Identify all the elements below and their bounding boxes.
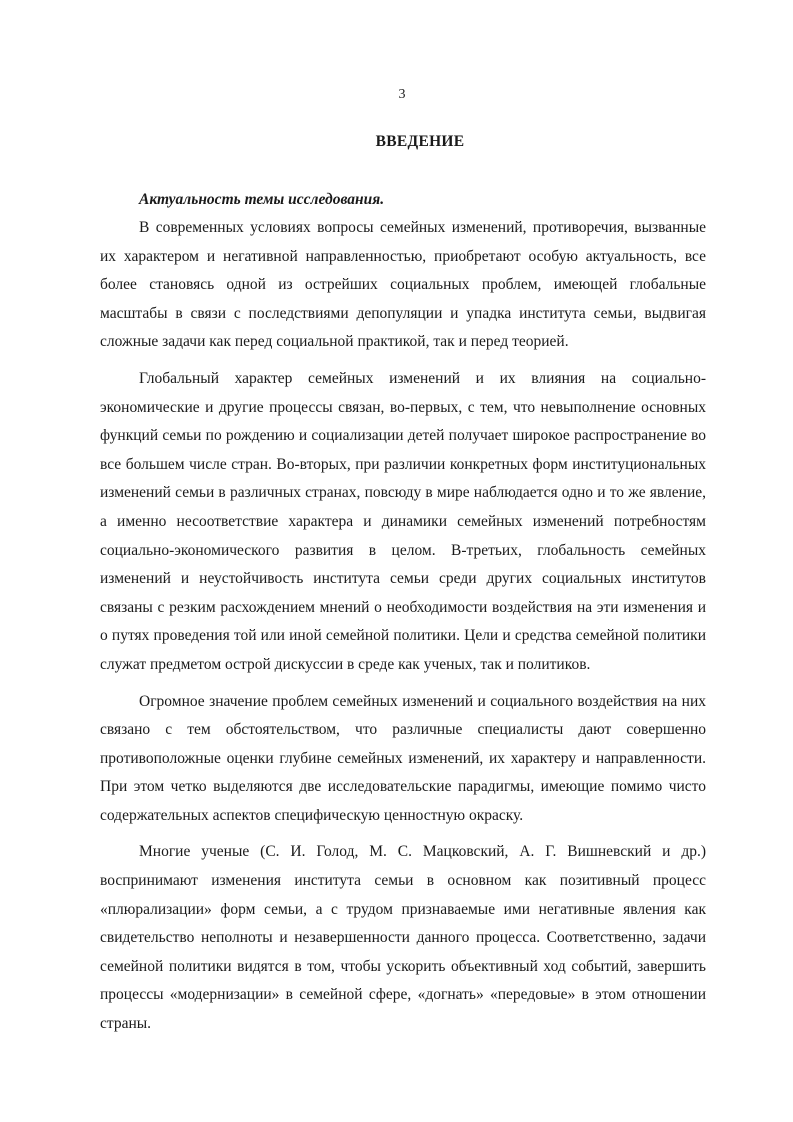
- paragraph: Многие ученые (С. И. Голод, М. С. Мацковский, А. Г. Вишневский и др.) воспринимают изменения института семьи в основном как позитивный процесс «плюрализации» форм семьи, а с трудом признаваемые ими негативные явления как свидетельство неполноты и незавершенности данного процесса. Соответственно, задачи семейной политики видятся в том, чтобы ускорить объективный ход событий, завершить процессы «модернизации» в семейной сфере, «догнать» «передовые» в этом отношении страны.: [100, 843, 706, 1033]
- subsection-heading: Актуальность темы исследования.: [139, 191, 385, 208]
- paragraph: Глобальный характер семейных изменений и их влияния на социально-экономические и другие процессы связан, во-первых, с тем, что невыполнение основных функций семьи по рождению и социализации детей получает широкое распространение во все большем числе стран. Во-вторых, при различии конкретных форм институциональных изменений семьи в различных странах, повсюду в мире наблюдается одно и то же явление, а именно несоответствие характера и динамики семейных изменений потребностям социально-экономического развития в целом. В-третьих, глобальность семейных изменений и неустойчивость института семьи среди других социальных институтов связаны с резким расхождением мнений о необходимости воздействия на эти изменения и о путях проведения той или иной семейной политики. Цели и средства семейной политики служат предметом острой дискуссии в среде как ученых, так и политиков.: [100, 369, 706, 673]
- page-number: 3: [398, 87, 406, 102]
- paragraph: Огромное значение проблем семейных изменений и социального воздействия на них связано с тем обстоятельством, что различные специалисты дают совершенно противоположные оценки глубине семейных изменений, их характеру и направленности. При этом четко выделяются две исследовательские парадигмы, имеющие помимо чисто содержательных аспектов специфическую ценностную окраску.: [100, 692, 706, 824]
- body-text: [100, 214, 706, 1047]
- paragraph: В современных условиях вопросы семейных изменений, противоречия, вызванные их характером и негативной направленностью, приобретают особую актуальность, все более становясь одной из острейших социальных проблем, имеющей глобальные масштабы в связи с последствиями депопуляции и упадка института семьи, выдвигая сложные задачи как перед социальной практикой, так и перед теорией.: [100, 219, 706, 351]
- section-heading: ВВЕДЕНИЕ: [375, 133, 465, 150]
